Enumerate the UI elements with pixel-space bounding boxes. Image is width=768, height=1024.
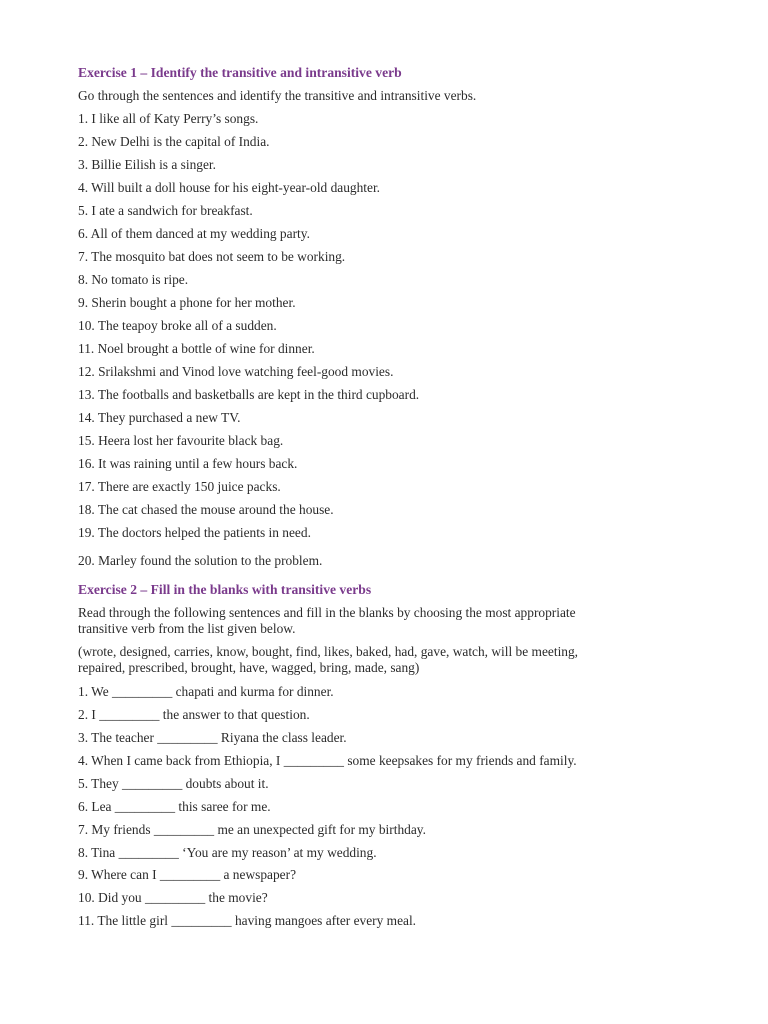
ex1-item-14: 14. They purchased a new TV. — [78, 410, 241, 425]
ex2-item-5: 5. They _________ doubts about it. — [78, 776, 269, 791]
ex1-item-20: 20. Marley found the solution to the problem. — [78, 553, 323, 568]
exercise1-heading: Exercise 1 – Identify the transitive and intransitive verb — [78, 65, 402, 80]
ex2-item-3: 3. The teacher _________ Riyana the class leader. — [78, 730, 347, 745]
exercise1-instruction: Go through the sentences and identify the transitive and intransitive verbs. — [78, 88, 477, 103]
exercise2-heading: Exercise 2 – Fill in the blanks with transitive verbs — [78, 582, 372, 597]
ex2-item-10: 10. Did you _________ the movie? — [78, 890, 268, 905]
exercise2-instruction-line2: transitive verb from the list given below. — [78, 621, 296, 636]
ex2-item-11: 11. The little girl _________ having mangoes after every meal. — [78, 913, 417, 928]
ex1-item-1: 1. I like all of Katy Perry’s songs. — [78, 111, 259, 126]
ex1-item-4: 4. Will built a doll house for his eight-year-old daughter. — [78, 180, 381, 195]
ex1-item-9: 9. Sherin bought a phone for her mother. — [78, 295, 296, 310]
ex1-item-11: 11. Noel brought a bottle of wine for dinner. — [78, 341, 315, 356]
ex1-item-12: 12. Srilakshmi and Vinod love watching feel-good movies. — [78, 364, 394, 379]
ex2-item-1: 1. We _________ chapati and kurma for dinner. — [78, 684, 334, 699]
ex1-item-6: 6. All of them danced at my wedding party. — [78, 226, 310, 241]
ex1-item-16: 16. It was raining until a few hours back. — [78, 456, 298, 471]
ex2-item-7: 7. My friends _________ me an unexpected gift for my birthday. — [78, 822, 426, 837]
ex2-item-8: 8. Tina _________ ‘You are my reason’ at my wedding. — [78, 845, 377, 860]
ex1-item-18: 18. The cat chased the mouse around the house. — [78, 502, 334, 517]
ex2-item-4: 4. When I came back from Ethiopia, I _________ some keepsakes for my friends and family. — [78, 753, 577, 768]
ex1-item-3: 3. Billie Eilish is a singer. — [78, 157, 216, 172]
ex1-item-13: 13. The footballs and basketballs are kept in the third cupboard. — [78, 387, 420, 402]
ex2-item-9: 9. Where can I _________ a newspaper? — [78, 867, 297, 882]
ex1-item-10: 10. The teapoy broke all of a sudden. — [78, 318, 277, 333]
exercise2-wordlist-line1: (wrote, designed, carries, know, bought, find, likes, baked, had, gave, watch, will be meeting, — [78, 644, 579, 659]
ex2-item-6: 6. Lea _________ this saree for me. — [78, 799, 271, 814]
ex1-item-2: 2. New Delhi is the capital of India. — [78, 134, 270, 149]
exercise2-wordlist-line2: repaired, prescribed, brought, have, wagged, bring, made, sang) — [78, 660, 420, 675]
ex1-item-5: 5. I ate a sandwich for breakfast. — [78, 203, 253, 218]
ex1-item-19: 19. The doctors helped the patients in need. — [78, 525, 311, 540]
ex1-item-8: 8. No tomato is ripe. — [78, 272, 189, 287]
ex1-item-7: 7. The mosquito bat does not seem to be working. — [78, 249, 346, 264]
ex1-item-15: 15. Heera lost her favourite black bag. — [78, 433, 284, 448]
exercise2-instruction-line1: Read through the following sentences and fill in the blanks by choosing the most appropriate — [78, 605, 576, 620]
ex1-item-17: 17. There are exactly 150 juice packs. — [78, 479, 281, 494]
ex2-item-2: 2. I _________ the answer to that question. — [78, 707, 310, 722]
